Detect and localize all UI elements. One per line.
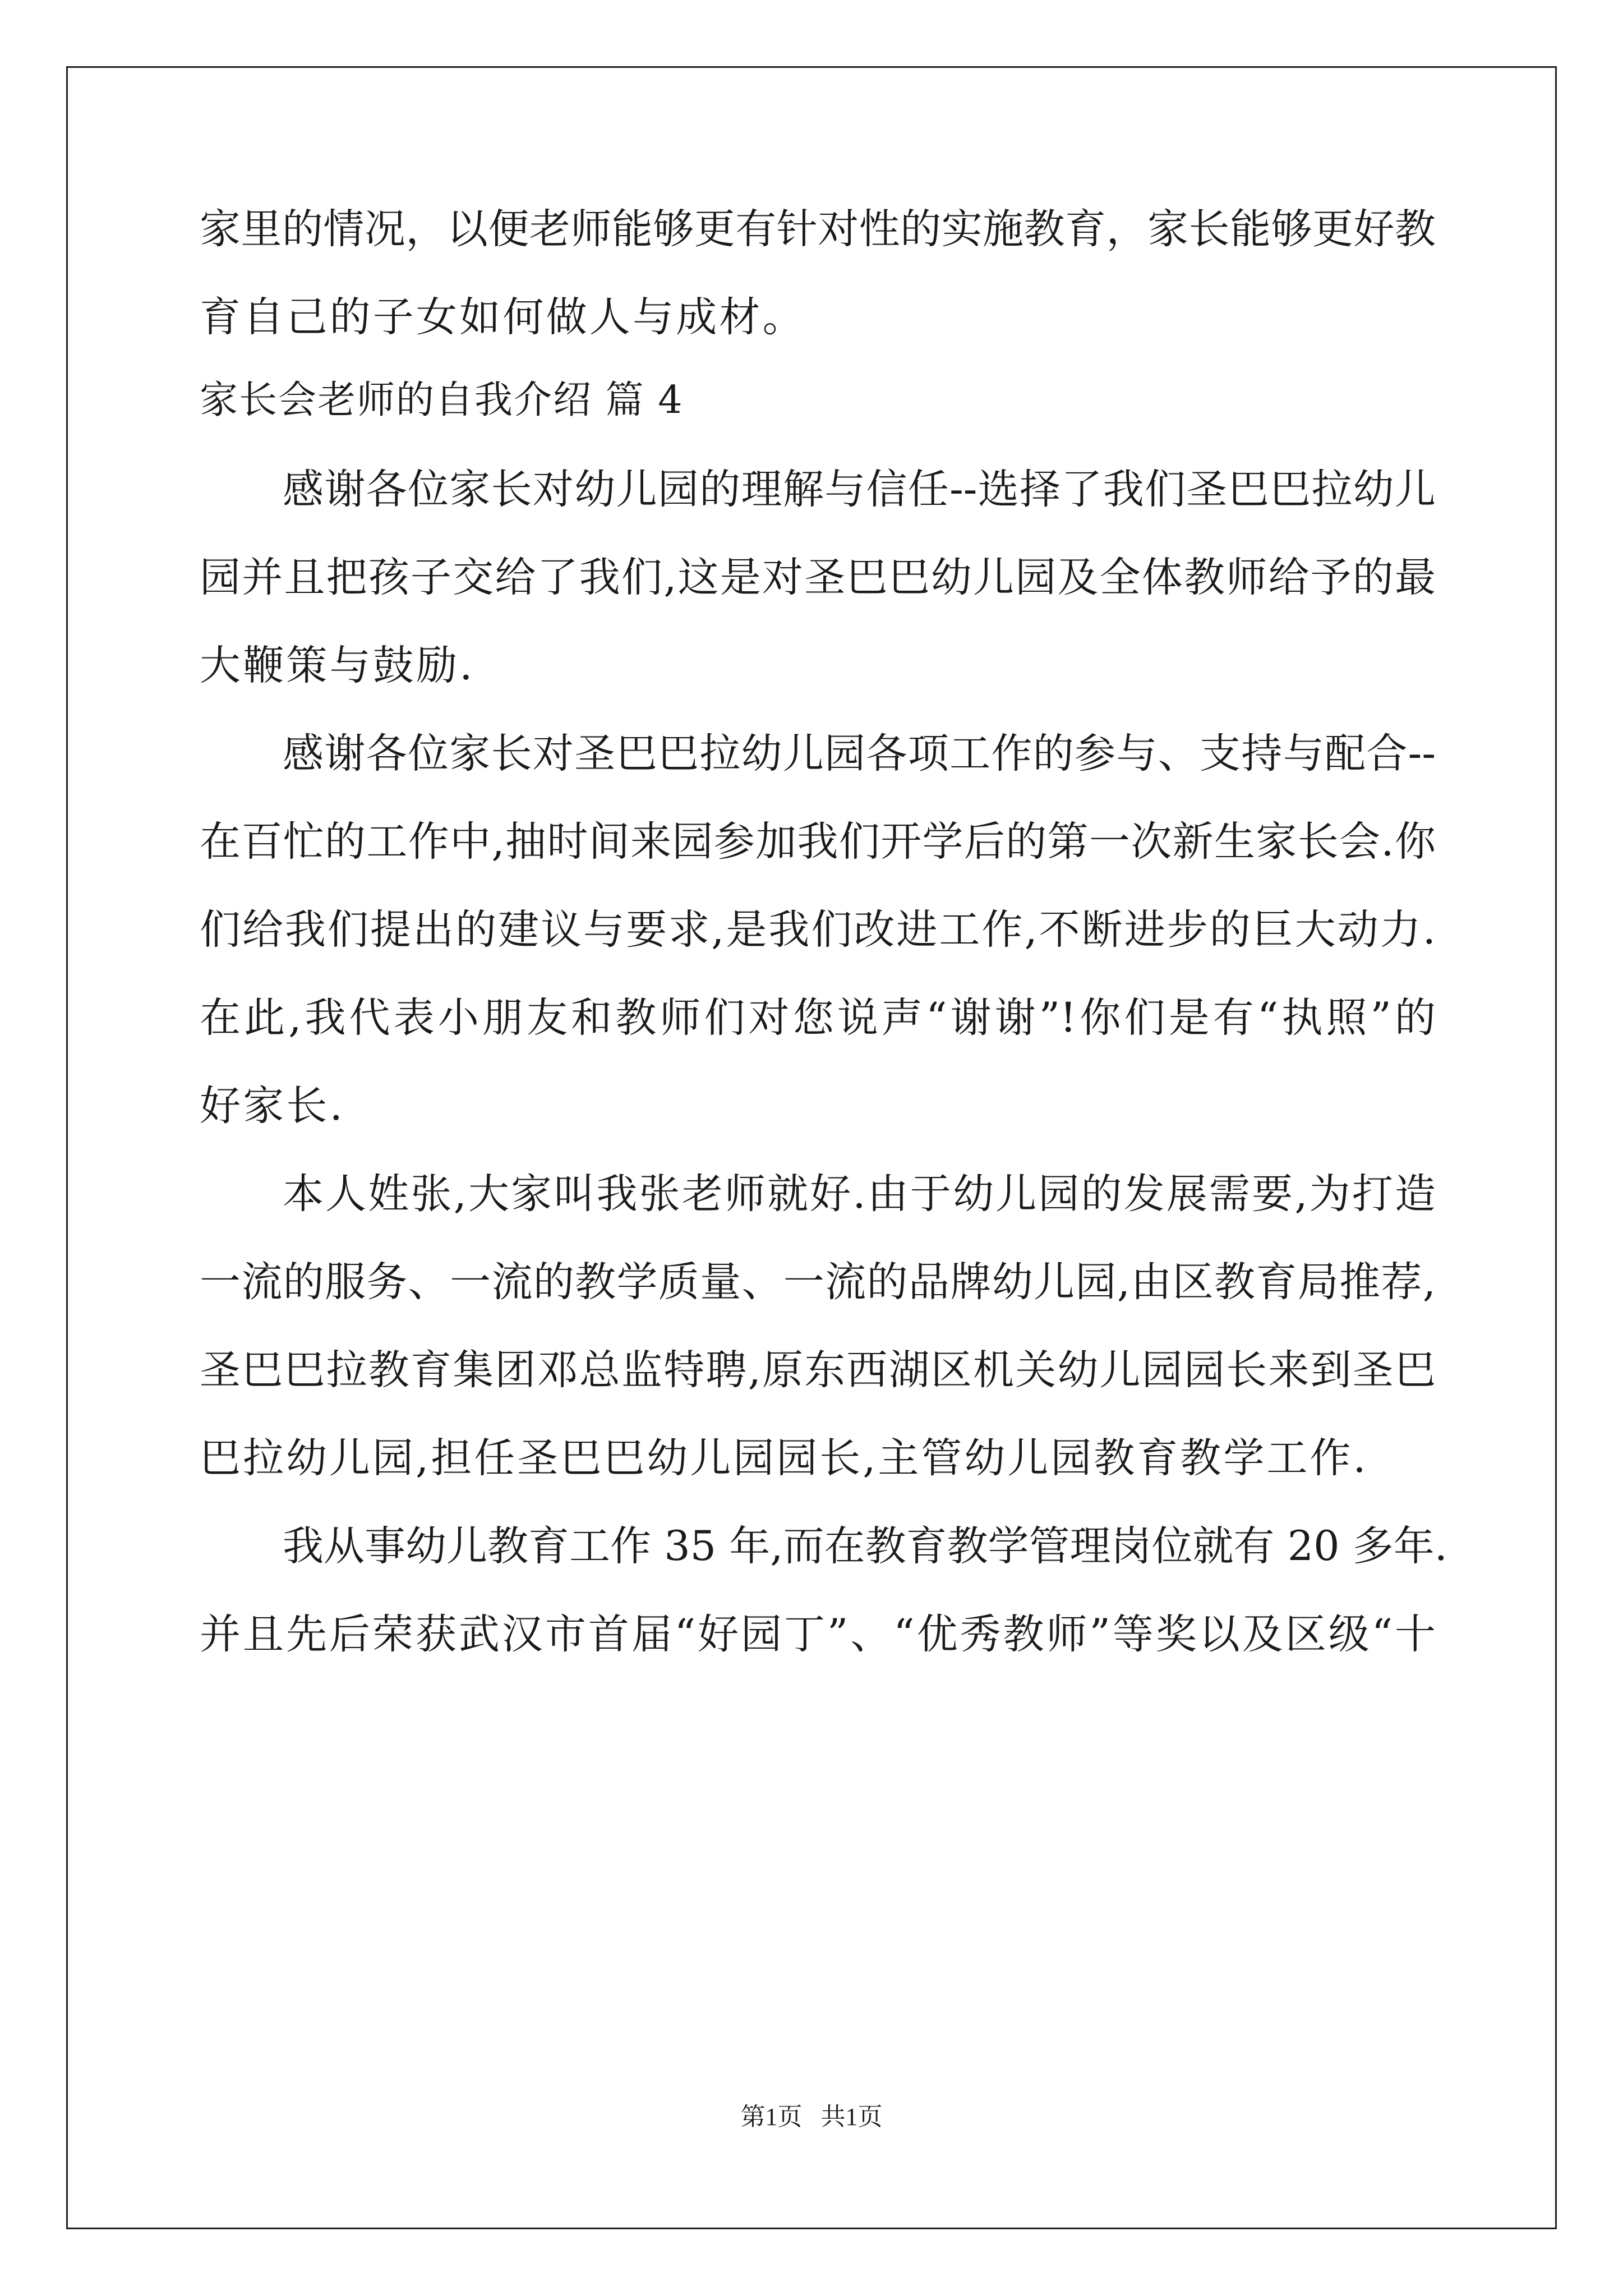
text-line: 一流的服务、一流的教学质量、一流的品牌幼儿园,由区教育局推荐, xyxy=(200,1258,1436,1306)
text-line: 本人姓张,大家叫我张老师就好.由于幼儿园的发展需要,为打造 xyxy=(283,1170,1436,1218)
text-line: 大鞭策与鼓励. xyxy=(200,642,475,689)
text-line: 在百忙的工作中,抽时间来园参加我们开学后的第一次新生家长会.你 xyxy=(200,818,1436,866)
text-line: 圣巴巴拉教育集团邓总监特聘,原东西湖区机关幼儿园园长来到圣巴 xyxy=(200,1346,1436,1394)
text-line: 并且先后荣获武汉市首届“好园丁”、“优秀教师”等奖以及区级“十 xyxy=(200,1611,1436,1658)
text-line: 在此,我代表小朋友和教师们对您说声“谢谢”!你们是有“执照”的 xyxy=(200,994,1436,1042)
text-line: 巴拉幼儿园,担任圣巴巴幼儿园园长,主管幼儿园教育教学工作. xyxy=(200,1434,1368,1482)
text-line: 家里的情况，以便老师能够更有针对性的实施教育，家长能够更好教 xyxy=(200,205,1436,253)
text-line: 园并且把孩子交给了我们,这是对圣巴巴幼儿园及全体教师给予的最 xyxy=(200,554,1436,601)
text-line: 们给我们提出的建议与要求,是我们改进工作,不断进步的巨大动力. xyxy=(200,906,1436,954)
text-line: 育自己的子女如何做人与成材。 xyxy=(200,293,806,341)
page-footer: 第1页 共1页 xyxy=(740,2103,883,2131)
section-heading: 家长会老师的自我介绍 篇 4 xyxy=(200,378,684,422)
text-line: 好家长. xyxy=(200,1082,345,1130)
text-line: 感谢各位家长对幼儿园的理解与信任--选择了我们圣巴巴拉幼儿 xyxy=(283,466,1436,513)
text-line: 感谢各位家长对圣巴巴拉幼儿园各项工作的参与、支持与配合-- xyxy=(283,730,1436,777)
text-line: 我从事幼儿教育工作 35 年,而在教育教学管理岗位就有 20 多年. xyxy=(283,1522,1448,1570)
